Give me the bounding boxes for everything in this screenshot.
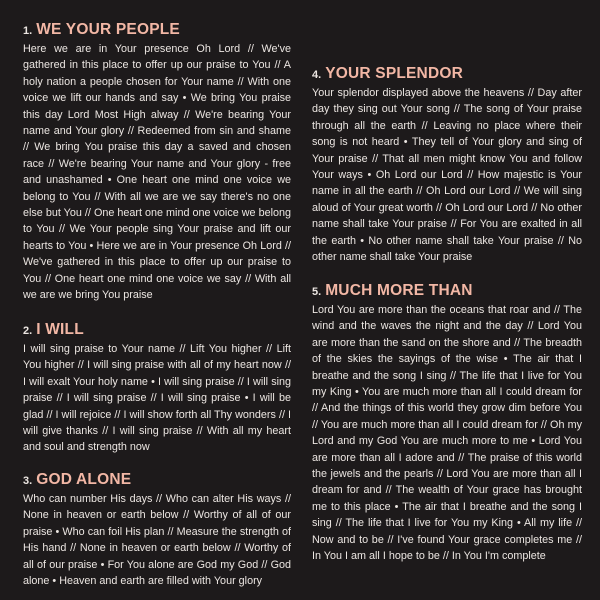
song-lyrics: Lord You are more than the oceans that roar and // The wind and the waves the night and the day // Lord You are more than the sand on the shore and // The breadth of the skies the sayings of the wise • The air that I breathe and the song I sing // The life that I live for You my King • You are much more than all I could dream for // And the things of this world they grow dim before You // You are much more than all I could dream for // Oh my Lord and my God You are much more to me • Lord You are more than all I adore and // The praise of this world the jewels and the pearls // Lord You are more than all I dream for and // The wealth of Your grace has brought me to this place • The air that I breathe and the song I sing // The life that I live for You my King • All my life // Now and to be // I've found Your grace completes me // In You I am all I hope to be // In You I'm complete [312, 304, 582, 563]
song-title: YOUR SPLENDOR [325, 65, 463, 82]
song-number: 2. [23, 325, 33, 337]
song-lyrics: Here we are in Your presence Oh Lord // We've gathered in this place to offer up our praise to You // A holy nation a people chosen for Your name // With one voice we lift our hands and say • We bring You praise this day Lord Most High alway // We're bearing Your name and Your glory // Redeemed from sin and shame // We bring You praise this day a saved and chosen race // We're bearing Your name and Your glory - free and unashamed • One heart one mind one voice we belong to You // With all we are we say there's no one else but You // One heart one mind one voice we belong to You // We Your people sing Your praise and lift our hearts to You • Here we are in Your presence Oh Lord // We've gathered in this place to offer up our praise to You // One heart one mind one voice we say // With all we are we bring You praise [23, 43, 291, 302]
song-heading [23, 322, 291, 339]
song-title: I WILL [36, 321, 84, 338]
song-heading [312, 66, 582, 83]
song-i-will [23, 322, 291, 456]
song-number: 4. [312, 69, 322, 81]
song-we-your-people [23, 22, 291, 304]
song-heading [23, 22, 291, 39]
song-your-splendor [312, 66, 582, 265]
song-number: 1. [23, 25, 33, 37]
song-number: 3. [23, 475, 33, 487]
song-lyrics: Your splendor displayed above the heavens // Day after day they sing out Your song // The song of Your praise through all the earth // Leaving no place where their song is not heard • They tell of Your glory and sing of Your praise // That all men might know You and follow Your ways • Oh Lord our Lord // How majestic is Your name in all the earth // Oh Lord our Lord // We will sing aloud of Your great worth // Oh Lord our Lord // No other name shall take Your praise // For You are exalted in all the earth • No other name shall take Your praise // No other name shall take Your praise [312, 87, 582, 264]
song-lyrics: Who can number His days // Who can alter His ways // None in heaven or earth below // Worthy of all of our praise • Who can foil His plan // Measure the strength of His hand // None in heaven or earth below // Worthy of all of our praise • For You alone are God my God // God alone • Heaven and earth are filled with Your glory [23, 493, 291, 588]
song-title: GOD ALONE [36, 471, 132, 488]
song-number: 5. [312, 286, 322, 298]
song-heading [23, 472, 291, 489]
song-much-more-than [312, 283, 582, 565]
song-heading [312, 283, 582, 300]
song-title: MUCH MORE THAN [325, 282, 473, 299]
song-title: WE YOUR PEOPLE [36, 21, 180, 38]
song-lyrics: I will sing praise to Your name // Lift You higher // Lift You higher // I will sing praise with all of my heart now // I will exalt Your holy name • I will sing praise // I will sing praise // I will sing praise // I will sing praise • I will be glad // I will rejoice // I will show forth all Thy wonders // I will give thanks // I will sing praise // With all my heart and soul and strength now [23, 343, 291, 454]
song-god-alone [23, 472, 291, 599]
